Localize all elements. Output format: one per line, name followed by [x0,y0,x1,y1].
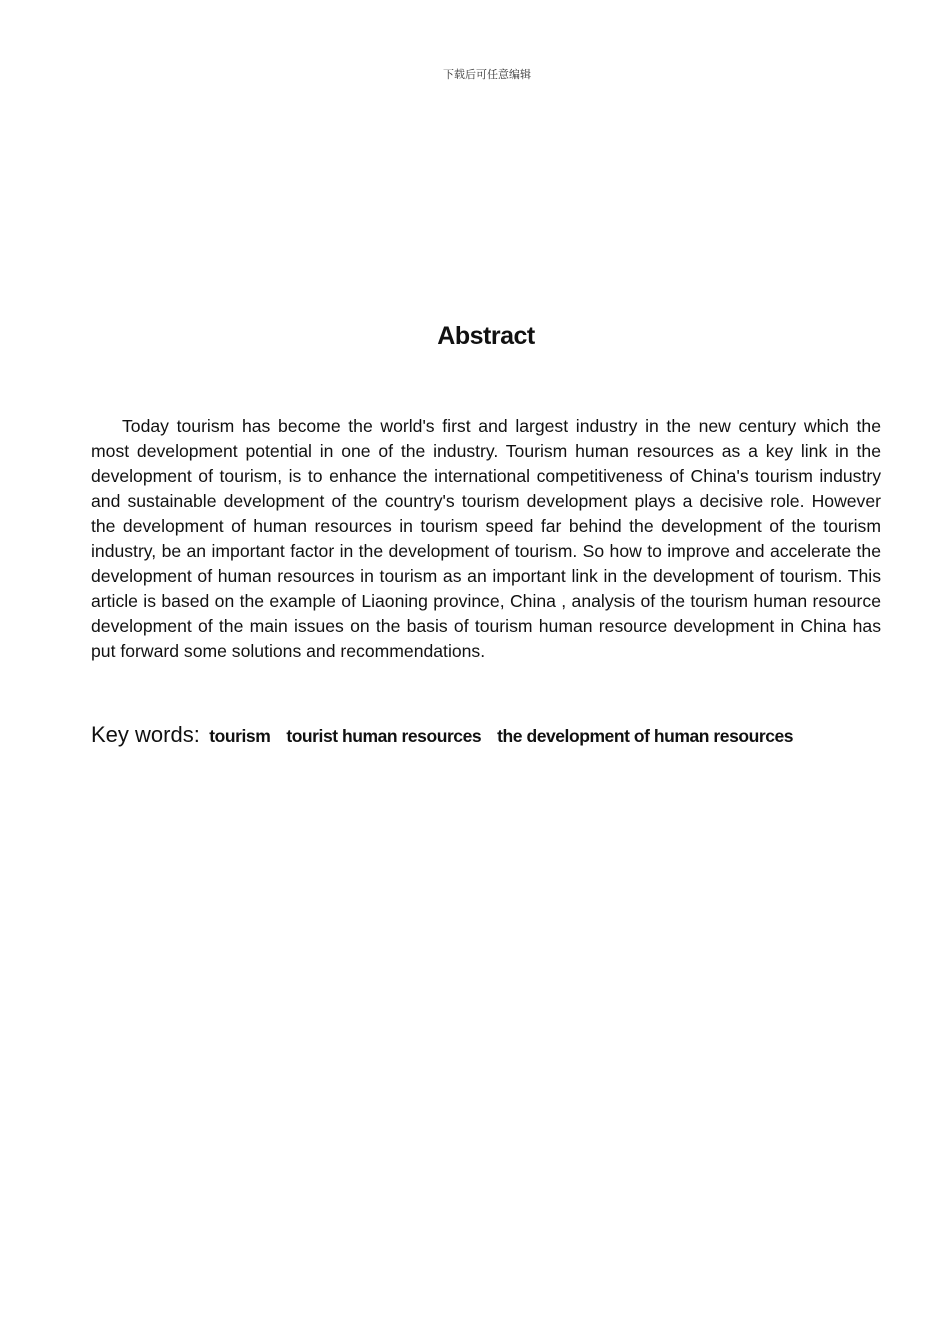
header-note: 下载后可任意编辑 [443,68,531,81]
keyword-term: tourism [209,726,271,746]
keyword-term: tourist human resources [286,726,482,746]
keywords-label: Key words: [91,722,200,747]
keywords-line [91,722,911,748]
abstract-title: Abstract [437,322,535,350]
keyword-term: the development of human resources [497,726,794,746]
abstract-body: Today tourism has become the world's first and largest industry in the new century which the most development potential in one of the industry. Tourism human resources as a key link in the development of tourism, is to enhance the international competitiveness of China's tourism industry and sustainable development of the country's tourism development plays a decisive role. However the development of human resources in tourism speed far behind the development of the tourism industry, be an important factor in the development of tourism. So how to improve and accelerate the development of human resources in tourism as an important link in the development of tourism. This article is based on the example of Liaoning province, China , analysis of the tourism human resource development of the main issues on the basis of tourism human resource development in China has put forward some solutions and recommendations. [91,416,881,661]
